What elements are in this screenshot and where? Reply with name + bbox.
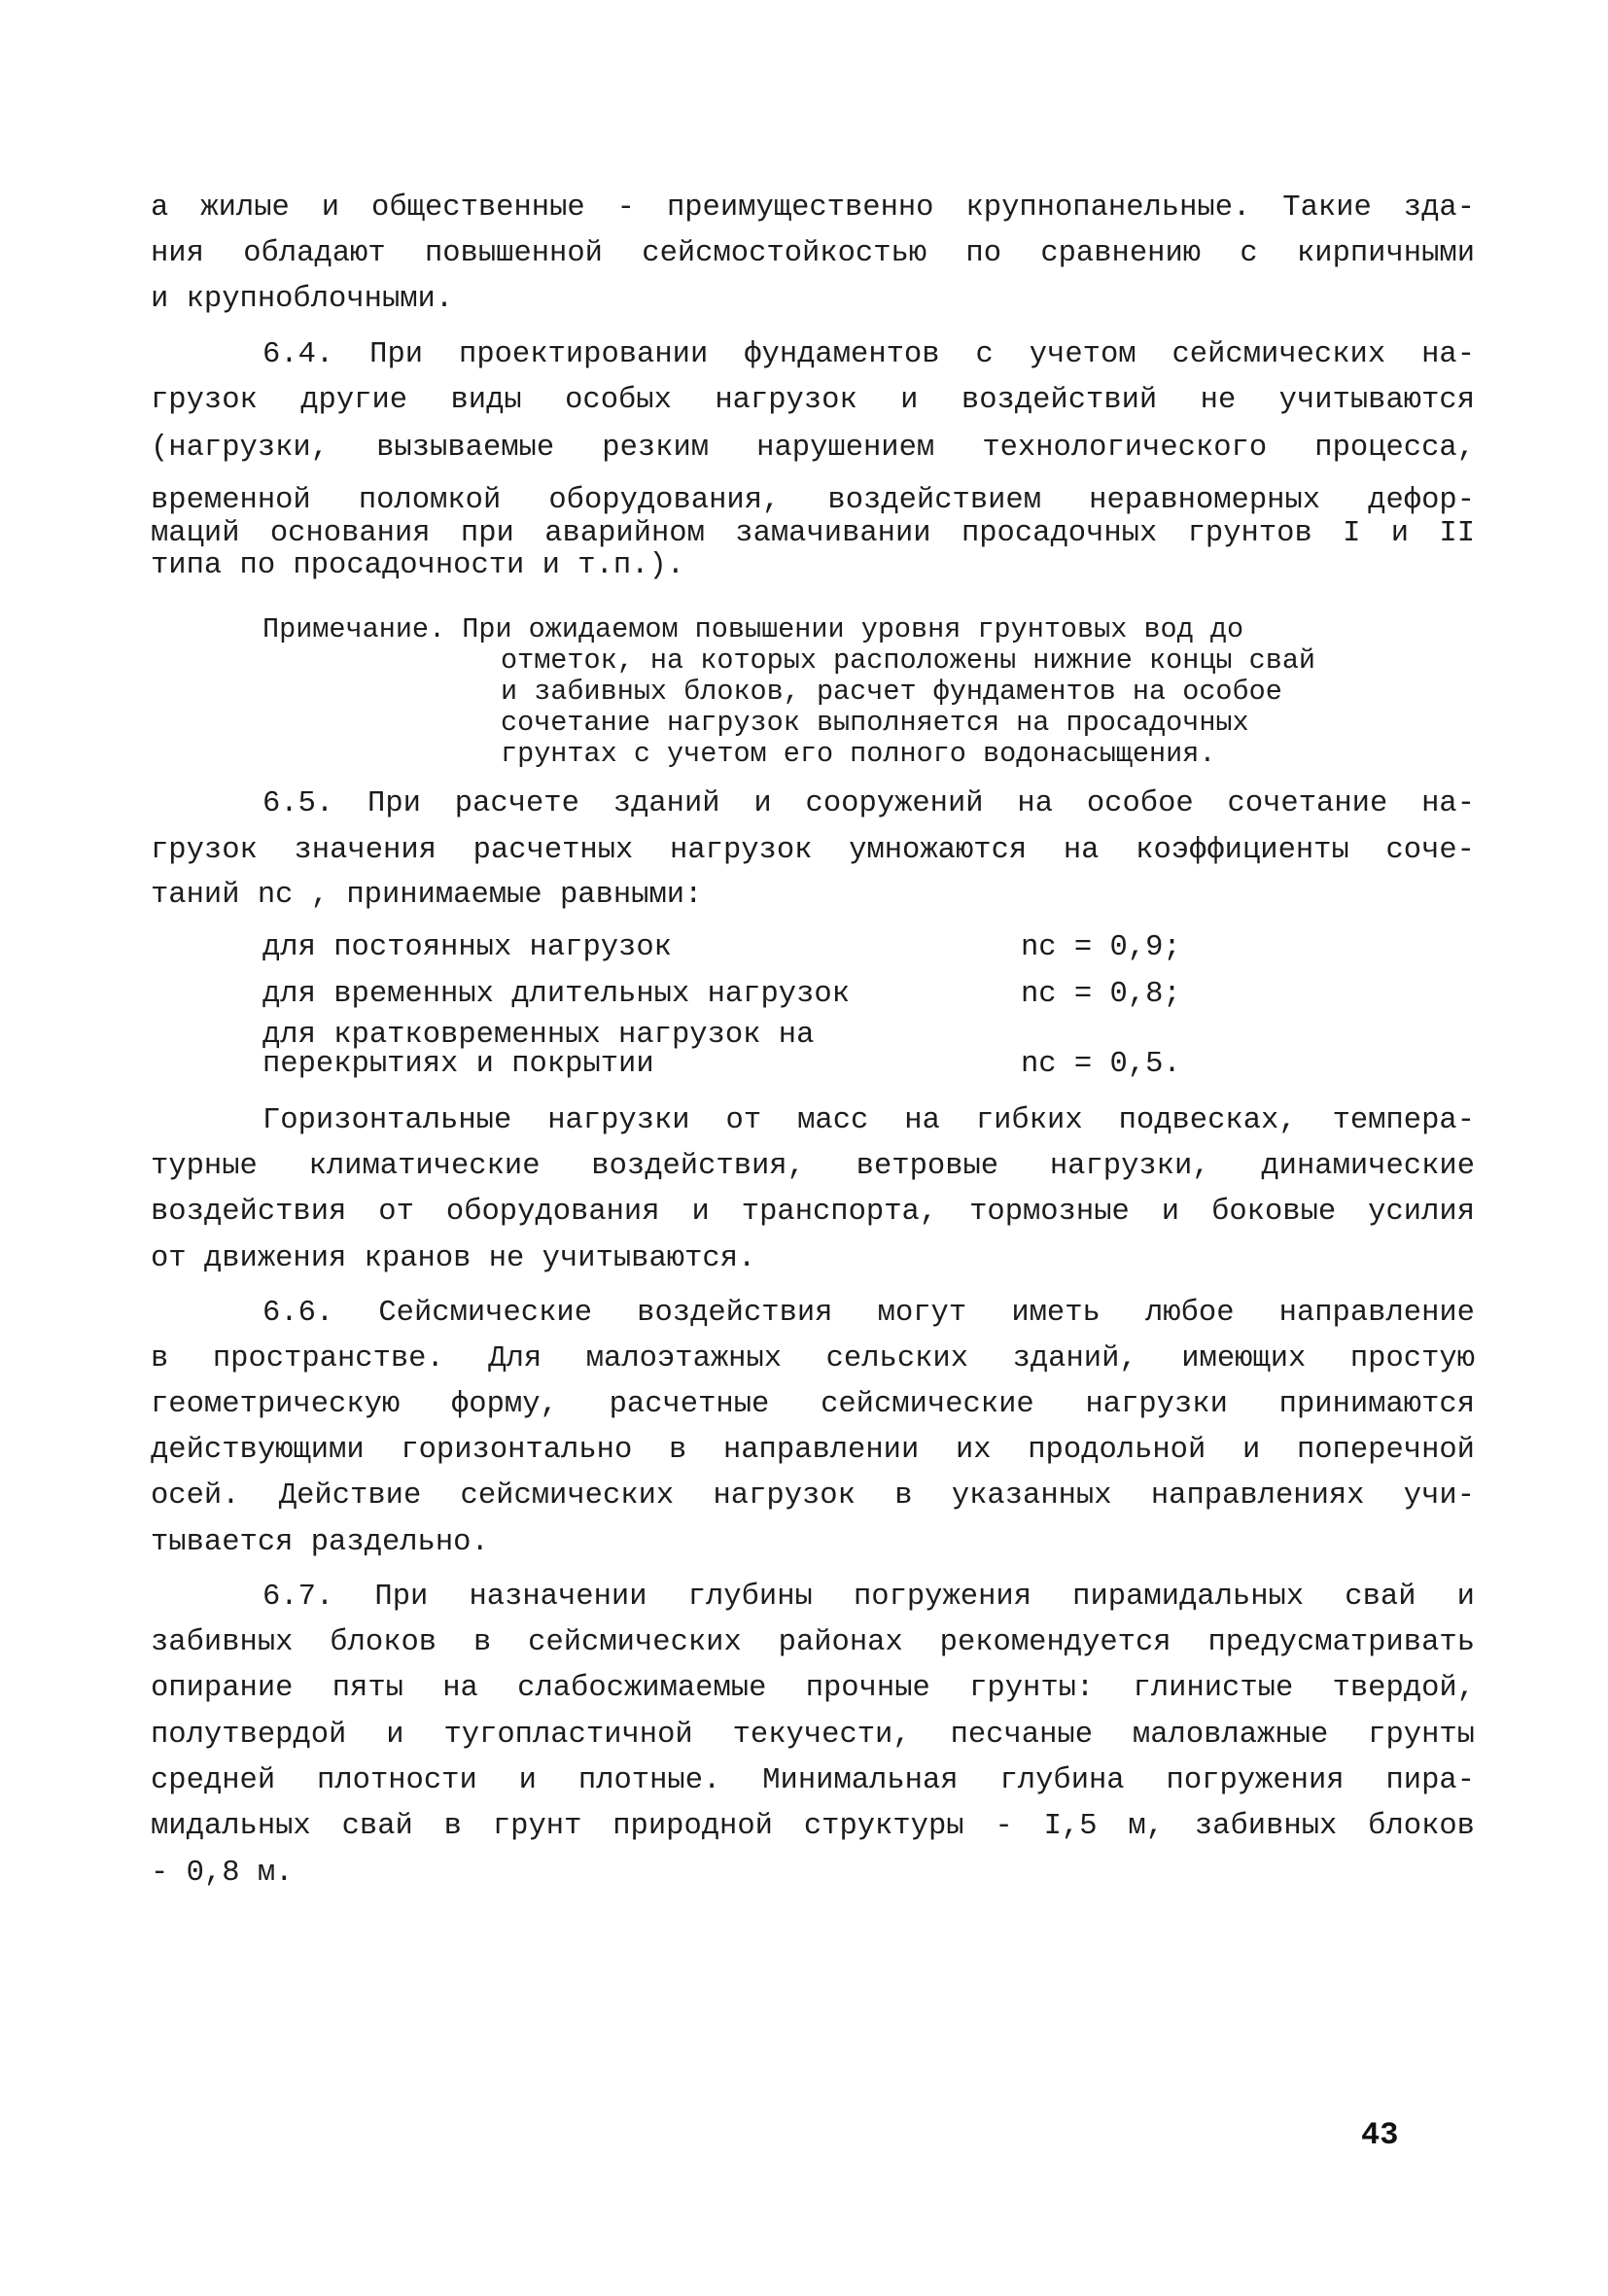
coeff-label: для кратковременных нагрузок на	[262, 1019, 815, 1052]
text-line: 6.5. При расчете зданий и сооружений на особое сочетание на-	[262, 787, 1475, 820]
text-line: маций основания при аварийном замачивании просадочных грунтов I и II	[151, 517, 1475, 550]
text-line: таний nc , принимаемые равными:	[151, 879, 703, 912]
text-line: мидальных свай в грунт природной структуры - I,5 м, забивных блоков	[151, 1810, 1475, 1843]
text-line: Горизонтальные нагрузки от масс на гибких подвесках, темпера-	[262, 1104, 1475, 1137]
text-line: 6.7. При назначении глубины погружения пирамидальных свай и	[262, 1581, 1475, 1614]
text-line: ния обладают повышенной сейсмостойкостью по сравнению с кирпичными	[151, 237, 1475, 270]
note-line: грунтах с учетом его полного водонасыщения.	[501, 738, 1216, 770]
text-line: действующими горизонтально в направлении их продольной и поперечной	[151, 1434, 1475, 1467]
text-line: грузок другие виды особых нагрузок и воздействий не учитываются	[151, 384, 1475, 417]
note-line: и забивных блоков, расчет фундаментов на особое	[501, 676, 1282, 708]
text-line: - 0,8 м.	[151, 1857, 294, 1890]
text-line: и крупноблочными.	[151, 283, 454, 316]
text-line: тывается раздельно.	[151, 1526, 489, 1559]
text-line: в пространстве. Для малоэтажных сельских зданий, имеющих простую	[151, 1342, 1475, 1375]
text-line: от движения кранов не учитываются.	[151, 1242, 756, 1275]
page-number: 43	[1361, 2117, 1399, 2153]
text-line: осей. Действие сейсмических нагрузок в указанных направлениях учи-	[151, 1479, 1475, 1513]
text-line: а жилые и общественные - преимущественно крупнопанельные. Такие зда-	[151, 191, 1475, 225]
text-line: грузок значения расчетных нагрузок умножаются на коэффициенты соче-	[151, 834, 1475, 867]
note-line: сочетание нагрузок выполняется на просадочных	[501, 707, 1249, 739]
text-line: опирание пяты на слабосжимаемые прочные грунты: глинистые твердой,	[151, 1672, 1475, 1705]
note-line: отметок, на которых расположены нижние концы свай	[501, 644, 1316, 677]
coeff-value: nc = 0,8;	[1021, 978, 1181, 1011]
text-line: временной поломкой оборудования, воздействием неравномерных дефор-	[151, 484, 1475, 517]
text-line: 6.6. Сейсмические воздействия могут иметь любое направление	[262, 1297, 1475, 1330]
text-line: воздействия от оборудования и транспорта, тормозные и боковые усилия	[151, 1196, 1475, 1229]
text-line: турные климатические воздействия, ветровые нагрузки, динамические	[151, 1150, 1475, 1183]
text-line: (нагрузки, вызываемые резким нарушением технологического процесса,	[151, 432, 1475, 465]
coeff-label: для временных длительных нагрузок	[262, 978, 850, 1011]
coeff-value: nc = 0,5.	[1021, 1048, 1181, 1081]
coeff-label: перекрытиях и покрытии	[262, 1048, 654, 1081]
text-line: полутвердой и тугопластичной текучести, песчаные маловлажные грунты	[151, 1719, 1475, 1752]
text-line: средней плотности и плотные. Минимальная глубина погружения пира-	[151, 1764, 1475, 1797]
coeff-value: nc = 0,9;	[1021, 931, 1181, 964]
text-line: геометрическую форму, расчетные сейсмические нагрузки принимаются	[151, 1388, 1475, 1421]
text-line: 6.4. При проектировании фундаментов с учетом сейсмических на-	[262, 338, 1475, 371]
note-label-line: Примечание. При ожидаемом повышении уровня грунтовых вод до	[262, 613, 1244, 645]
text-line: забивных блоков в сейсмических районах рекомендуется предусматривать	[151, 1626, 1475, 1659]
text-line: типа по просадочности и т.п.).	[151, 549, 685, 582]
coeff-label: для постоянных нагрузок	[262, 931, 672, 964]
